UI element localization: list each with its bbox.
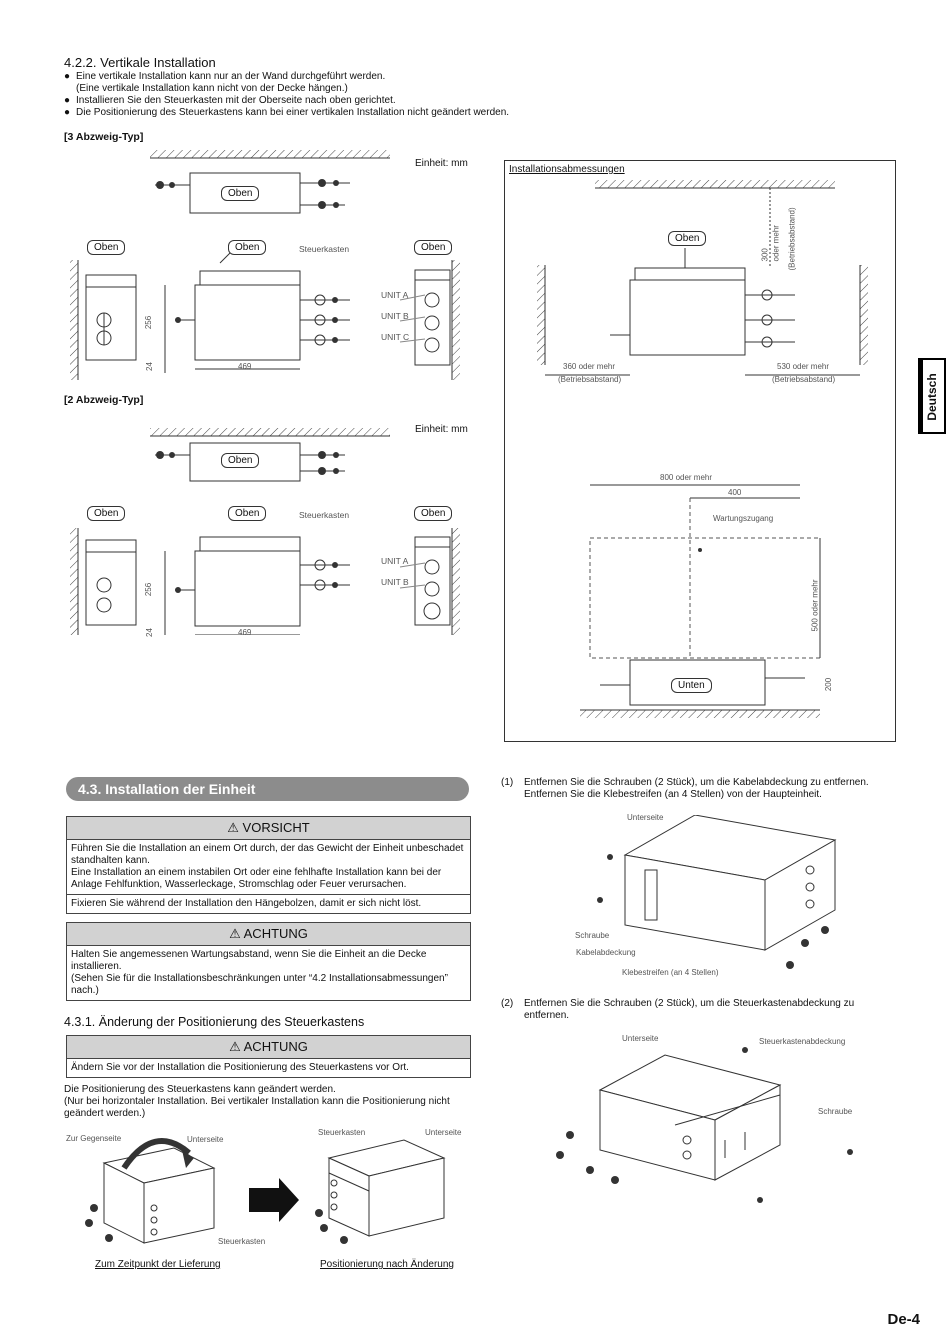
vertical-install-diagrams [60, 145, 480, 635]
dim-24: 24 [144, 628, 154, 637]
language-tab-bar [918, 358, 923, 434]
dim-800: 800 oder mehr [660, 473, 713, 482]
dim-256: 256 [144, 315, 154, 330]
page-number: De-4 [887, 1311, 920, 1328]
unten-label: Unten [671, 678, 712, 693]
bullet-mark: ● [64, 71, 71, 82]
section-heading-4-2-2: 4.2.2. Vertikale Installation [64, 55, 216, 70]
unit-c-label: UNIT C [381, 332, 410, 342]
step-2-line: Entfernen Sie die Schrauben (2 Stück), um die Steuerkastenabdeckung zu [524, 998, 855, 1009]
vorsicht-box [66, 816, 471, 914]
vorsicht-text: Eine Installation an einem instabilen Ort oder eine fehlhafte Installation kann bei der Anlage Fehlfunktion, Wasserleckage, Stromschlag oder Feuer verursachen. [71, 867, 442, 890]
unterseite-label: Unterseite [627, 813, 664, 822]
dim-360-b: (Betriebsabstand) [558, 375, 622, 384]
language-tab-label: Deutsch [925, 373, 939, 421]
install-dims-title: Installationsabmessungen [509, 164, 625, 175]
achtung-text: Halten Sie angemessenen Wartungsabstand, wenn Sie die Einheit an die Decke installieren. [71, 949, 427, 972]
wartungszugang-label: Wartungszugang [713, 514, 774, 523]
paragraph-4-3-1 [64, 1084, 474, 1120]
dim-530: 530 oder mehr [777, 362, 830, 371]
step-1-line: Entfernen Sie die Klebestreifen (an 4 Stellen) von der Haupteinheit. [524, 789, 822, 800]
achtung-box-1 [66, 922, 471, 1001]
dim-500: 500 oder mehr [810, 579, 820, 632]
oben-label: Oben [228, 506, 266, 521]
oben-label: Oben [414, 240, 452, 255]
vorsicht-row [67, 840, 470, 894]
achtung-title: ACHTUNG [243, 1039, 308, 1054]
dim-530-b: (Betriebsabstand) [772, 375, 836, 384]
bullet-text: (Eine vertikale Installation kann nicht von der Decke hängen.) [76, 83, 348, 94]
caption-delivery: Zum Zeitpunkt der Lieferung [95, 1259, 221, 1270]
steuerkasten-label: Steuerkasten [318, 1128, 366, 1137]
unit-b-label: UNIT B [381, 577, 409, 587]
achtung-title: ACHTUNG [243, 926, 308, 941]
bullet-mark: ● [64, 107, 71, 118]
step-1-line: Entfernen Sie die Schrauben (2 Stück), um die Kabelabdeckung zu entfernen. [524, 777, 869, 788]
achtung-header [67, 923, 470, 946]
paragraph-line: Die Positionierung des Steuerkastens kann geändert werden. [64, 1084, 336, 1095]
unit-mm-2: Einheit: mm [415, 424, 468, 435]
bullet-text: Installieren Sie den Steuerkasten mit der Oberseite nach oben gerichtet. [76, 95, 396, 106]
paragraph-line: (Nur bei horizontaler Installation. Bei vertikaler Installation kann die Positionierung nicht geändert werden.) [64, 1096, 450, 1119]
klebestreifen-label: Klebestreifen (an 4 Stellen) [622, 968, 719, 977]
unit-a-label: UNIT A [381, 290, 409, 300]
dim-200: 200 [824, 677, 834, 692]
step-2-line: entfernen. [524, 1010, 570, 1021]
vorsicht-title: VORSICHT [242, 820, 310, 835]
kabelabdeckung-label: Kabelabdeckung [576, 948, 636, 957]
oben-label: Oben [668, 231, 706, 246]
warning-icon: ⚠ [229, 1039, 241, 1054]
bullet-mark: ● [64, 95, 71, 106]
steuerkastenabdeckung-label: Steuerkastenabdeckung [759, 1037, 846, 1046]
bullet-text: Eine vertikale Installation kann nur an der Wand durchgeführt werden. [76, 71, 386, 82]
step-2-illustration [545, 1040, 865, 1210]
steuerkasten-label: Steuerkasten [299, 244, 350, 254]
dim-300-b: oder mehr [771, 225, 781, 262]
install-dims-drawing [505, 180, 893, 725]
bullet-1-cont [64, 83, 348, 95]
oben-label: Oben [221, 453, 259, 468]
achtung-box-2 [66, 1035, 471, 1078]
dim-300: 300 [760, 248, 770, 262]
schraube-label: Schraube [818, 1107, 853, 1116]
oben-label: Oben [221, 186, 259, 201]
dim-300-c: (Betriebsabstand) [787, 207, 797, 271]
dim-469: 469 [238, 628, 252, 637]
unterseite-label: Unterseite [425, 1128, 462, 1137]
unit-a-label: UNIT A [381, 556, 409, 566]
bullet-1 [64, 71, 385, 83]
step-1-number: (1) [501, 777, 514, 788]
type3-label: [3 Abzweig-Typ] [64, 131, 144, 143]
vorsicht-header [67, 817, 470, 840]
unterseite-label: Unterseite [187, 1135, 224, 1144]
type2-label: [2 Abzweig-Typ] [64, 394, 144, 406]
bullet-2 [64, 95, 396, 107]
bullet-text: Die Positionierung des Steuerkastens kann bei einer vertikalen Installation nicht geändert werden. [76, 107, 510, 118]
achtung-row [67, 946, 470, 1000]
vorsicht-text: Führen Sie die Installation an einem Ort durch, der das Gewicht der Einheit unbeschadet standhalten kann. [71, 843, 464, 866]
zur-gegenseite-label: Zur Gegenseite [66, 1134, 122, 1143]
dim-360: 360 oder mehr [563, 362, 616, 371]
section-heading-4-3-1: 4.3.1. Änderung der Positionierung des Steuerkastens [64, 1015, 365, 1029]
unit-b-label: UNIT B [381, 311, 409, 321]
schraube-label: Schraube [575, 931, 610, 940]
unterseite-label: Unterseite [622, 1034, 659, 1043]
oben-label: Oben [87, 506, 125, 521]
dim-469: 469 [238, 362, 252, 371]
warning-icon: ⚠ [227, 820, 239, 835]
step-2-number: (2) [501, 998, 514, 1009]
section-heading-4-3: 4.3. Installation der Einheit [66, 777, 469, 801]
bullet-3 [64, 107, 509, 119]
vorsicht-row: Fixieren Sie während der Installation den Hängebolzen, damit er sich nicht löst. [67, 894, 470, 913]
achtung-row: Ändern Sie vor der Installation die Positionierung des Steuerkastens vor Ort. [71, 1062, 409, 1073]
caption-after-change: Positionierung nach Änderung [320, 1259, 454, 1270]
step-1-text [524, 777, 914, 801]
achtung-header [67, 1036, 470, 1059]
oben-label: Oben [87, 240, 125, 255]
oben-label: Oben [228, 240, 266, 255]
steuerkasten-label: Steuerkasten [218, 1237, 266, 1246]
step-2-text [524, 998, 914, 1022]
unit-mm-1: Einheit: mm [415, 158, 468, 169]
achtung-text: (Sehen Sie für die Installationsbeschränkungen unter “4.2 Installationsabmessungen” nach.) [71, 973, 448, 996]
dim-24: 24 [144, 362, 154, 371]
oben-label: Oben [414, 506, 452, 521]
steuerkasten-label: Steuerkasten [299, 510, 350, 520]
dim-256: 256 [144, 582, 154, 597]
dim-400: 400 [728, 488, 742, 497]
reposition-illustration [64, 1128, 474, 1263]
warning-icon: ⚠ [229, 926, 241, 941]
